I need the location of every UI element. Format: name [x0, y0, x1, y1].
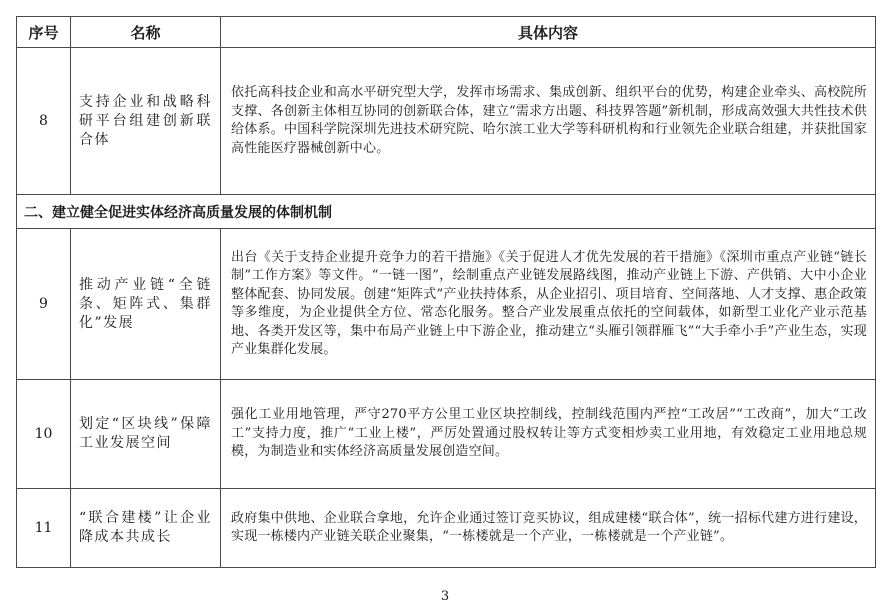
row-name: “联合建楼”让企业降成本共成长 [71, 489, 221, 568]
page-number: 3 [440, 589, 450, 604]
row-content: 出台《关于支持企业提升竞争力的若干措施》《关于促进人才优先发展的若干措施》《深圳市重点产业链“链长制”工作方案》等文件。“一链一图”，绘制重点产业链发展路线图，推动产业链上下游、产供销、大中小企业整体配套、协同发展。创建“矩阵式”产业扶持体系，从企业招引、项目培育、空间落地、人才支撑、惠企政策等多维度，为企业提供全方位、常态化服务。整合产业发展重点依托的空间载体，如新型工业化产业示范基地、各类开发区等，集中布局产业链上中下游企业，推动建立“头雁引领群雁飞”“大手牵小手”产业生态，实现产业集群化发展。 [221, 229, 876, 380]
header-num: 序号 [17, 17, 71, 48]
table-row [17, 48, 876, 195]
row-content: 强化工业用地管理，严守270平方公里工业区块控制线，控制线范围内严控“工改居”“工改商”，加大“工改工”支持力度，推广“工业上楼”，严厉处置通过股权转让等方式变相炒卖工业用地，有效稳定工业用地总规模，为制造业和实体经济高质量发展创造空间。 [221, 380, 876, 489]
policy-table [16, 16, 876, 568]
header-name: 名称 [71, 17, 221, 48]
row-number: 9 [17, 229, 71, 380]
header-content: 具体内容 [221, 17, 876, 48]
row-number: 8 [17, 48, 71, 195]
row-number: 11 [17, 489, 71, 568]
row-content: 政府集中供地、企业联合拿地，允许企业通过签订竞买协议，组成建楼“联合体”，统一招标代建方进行建设，实现一栋楼内产业链关联企业聚集，“一栋楼就是一个产业，一栋楼就是一个产业链”。 [221, 489, 876, 568]
table-row [17, 489, 876, 568]
section-title: 二、建立健全促进实体经济高质量发展的体制机制 [17, 195, 876, 229]
section-row [17, 195, 876, 229]
table-row [17, 380, 876, 489]
table-row [17, 229, 876, 380]
table-header-row [17, 17, 876, 48]
row-number: 10 [17, 380, 71, 489]
row-name: 支持企业和战略科研平台组建创新联合体 [71, 48, 221, 195]
row-name: 划定“区块线”保障工业发展空间 [71, 380, 221, 489]
row-content: 依托高科技企业和高水平研究型大学，发挥市场需求、集成创新、组织平台的优势，构建企业牵头、高校院所支撑、各创新主体相互协同的创新联合体，建立“需求方出题、科技界答题”新机制，形成高效强大共性技术供给体系。中国科学院深圳先进技术研究院、哈尔滨工业大学等科研机构和行业领先企业联合组建，并获批国家高性能医疗器械创新中心。 [221, 48, 876, 195]
row-name: 推动产业链“全链条、矩阵式、集群化”发展 [71, 229, 221, 380]
